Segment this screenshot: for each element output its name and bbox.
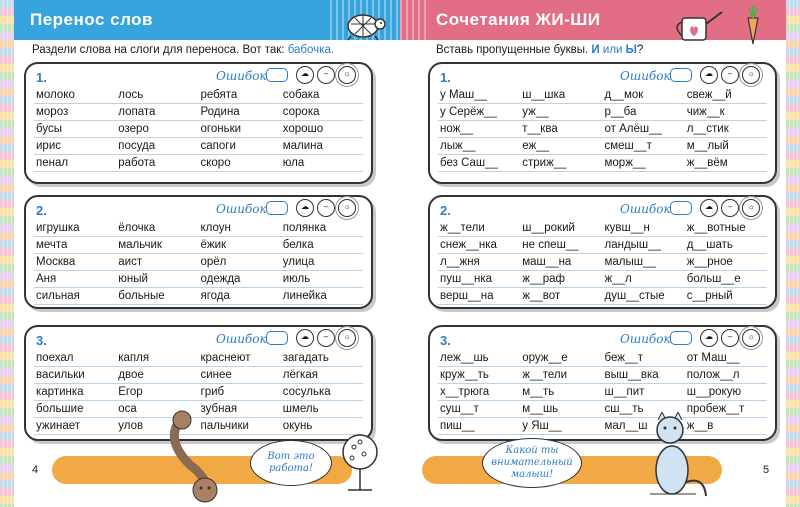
word-cell[interactable]: чиж__к [685,104,767,121]
word-cell[interactable]: полож__л [685,367,767,384]
sun-face-icon[interactable]: ☼ [338,199,356,217]
word-cell[interactable]: ж__л [603,271,685,288]
word-cell: линейка [281,288,363,305]
page-number: 5 [763,464,770,476]
word-cell: улов [116,418,198,435]
rating-faces [296,329,356,347]
word-cell[interactable]: беж__т [603,350,685,367]
exercise-number: 3. [36,333,47,348]
speech-bubble: Вот это работа! [250,440,332,486]
word-cell[interactable]: мал__ш [603,418,685,435]
word-cell[interactable]: без Саш__ [438,155,520,172]
cloud-face-icon[interactable]: ☁ [700,199,718,217]
word-cell: зубная [199,401,281,418]
exercise-number: 2. [36,203,47,218]
word-cell: сапоги [199,138,281,155]
word-cell: работа [116,155,198,172]
errors-count-field[interactable] [266,201,288,215]
word-cell[interactable]: м__лый [685,138,767,155]
left-page-title: Перенос слов [30,10,153,29]
errors-label: Ошибок [620,332,671,346]
word-cell[interactable]: х__трюга [438,384,520,401]
sun-face-icon[interactable]: ☼ [742,66,760,84]
turtle-icon [339,6,387,42]
word-cell: гриб [199,384,281,401]
word-cell[interactable]: д__шать [685,237,767,254]
word-cell[interactable]: д__мок [603,87,685,104]
errors-count-field[interactable] [670,201,692,215]
option-i: И [591,44,600,56]
watering-can-icon [670,4,726,44]
word-cell[interactable]: пуш__нка [438,271,520,288]
word-cell[interactable]: с__рный [685,288,767,305]
word-cell: посуда [116,138,198,155]
word-cell[interactable]: суш__т [438,401,520,418]
word-cell[interactable]: ж__в [685,418,767,435]
instruction-text: Вставь пропущенные буквы. [436,44,589,56]
word-cell: двое [116,367,198,384]
word-cell[interactable]: круж__ть [438,367,520,384]
word-cell[interactable]: ж__рное [685,254,767,271]
word-cell: бусы [34,121,116,138]
word-cell: поехал [34,350,116,367]
word-cell: синее [199,367,281,384]
word-cell: одежда [199,271,281,288]
errors-label: Ошибок [216,332,267,346]
word-cell[interactable]: леж__шь [438,350,520,367]
question-mark: ? [636,44,644,56]
right-page-title: Сочетания ЖИ-ШИ [436,10,601,29]
word-cell: собака [281,87,363,104]
word-cell: картинка [34,384,116,401]
word-cell[interactable]: оруж__е [520,350,602,367]
word-cell[interactable]: ш__рокую [685,384,767,401]
word-cell: молоко [34,87,116,104]
sun-face-icon[interactable]: ☼ [742,199,760,217]
word-cell[interactable]: пробеж__т [685,401,767,418]
word-cell: полянка [281,220,363,237]
word-cell[interactable]: ж__тели [438,220,520,237]
word-grid [34,220,363,305]
word-cell[interactable]: ш__пит [603,384,685,401]
right-page [400,0,800,507]
word-cell: ягода [199,288,281,305]
word-cell: озеро [116,121,198,138]
word-cell[interactable]: больш__е [685,271,767,288]
exercise-box-2 [24,195,373,309]
exercise-number: 2. [440,203,451,218]
errors-count-field[interactable] [670,68,692,82]
word-cell: ёлочка [116,220,198,237]
word-cell: больные [116,288,198,305]
exercise-number: 1. [440,70,451,85]
sun-face-icon[interactable]: ☼ [742,329,760,347]
cloud-face-icon[interactable]: ☁ [700,66,718,84]
word-cell: скоро [199,155,281,172]
exercise-box-2 [428,195,777,309]
neutral-face-icon[interactable]: – [317,66,335,84]
word-cell[interactable]: малыш__ [603,254,685,271]
rating-faces [700,199,760,217]
word-cell[interactable]: свеж__й [685,87,767,104]
neutral-face-icon[interactable]: – [317,329,335,347]
word-cell: сильная [34,288,116,305]
right-header [400,0,786,40]
cloud-face-icon[interactable]: ☁ [296,329,314,347]
word-cell[interactable]: снеж__нка [438,237,520,254]
word-cell: улица [281,254,363,271]
rating-faces [700,66,760,84]
word-cell: Родина [199,104,281,121]
word-cell: огоньки [199,121,281,138]
errors-label: Ошибок [216,69,267,83]
monkey-illustration [160,410,230,505]
word-cell: юный [116,271,198,288]
word-cell[interactable]: от Маш__ [685,350,767,367]
word-cell[interactable]: м__ть [520,384,602,401]
page-number: 4 [32,464,39,476]
exercise-number: 1. [36,70,47,85]
word-cell[interactable]: л__стик [685,121,767,138]
errors-count-field[interactable] [670,331,692,345]
word-cell: орёл [199,254,281,271]
example-word: бабочка. [287,44,335,56]
word-cell[interactable]: л__жня [438,254,520,271]
word-cell: малина [281,138,363,155]
word-cell[interactable]: выш__вка [603,367,685,384]
errors-count-field[interactable] [266,68,288,82]
word-cell: мороз [34,104,116,121]
errors-count-field[interactable] [266,331,288,345]
cloud-face-icon[interactable]: ☁ [296,66,314,84]
word-cell: капля [116,350,198,367]
word-grid [438,350,767,435]
word-cell[interactable]: ж__вот [520,288,602,305]
or-word: или [602,44,623,56]
word-cell[interactable]: у Яш__ [520,418,602,435]
cloud-face-icon[interactable]: ☁ [296,199,314,217]
speech-bubble: Какой ты внимательный малыш! [482,438,582,488]
word-cell: васильки [34,367,116,384]
word-cell: Москва [34,254,116,271]
rating-faces [296,199,356,217]
word-cell[interactable]: сш__ть [603,401,685,418]
word-cell: окунь [281,418,363,435]
word-cell[interactable]: смеш__т [603,138,685,155]
exercise-box-3 [428,325,777,441]
word-cell[interactable]: нож__ [438,121,520,138]
striped-edge-left [0,0,14,507]
word-cell: аист [116,254,198,271]
word-cell[interactable]: ж__раф [520,271,602,288]
rating-faces [700,329,760,347]
word-cell: сосулька [281,384,363,401]
word-cell[interactable]: ж__тели [520,367,602,384]
word-cell: пенал [34,155,116,172]
errors-label: Ошибок [620,69,671,83]
word-cell: оса [116,401,198,418]
word-grid [34,87,363,172]
word-cell[interactable]: маш__на [520,254,602,271]
word-grid [438,220,767,305]
errors-label: Ошибок [620,202,671,216]
word-cell[interactable]: морж__ [603,155,685,172]
exercise-box-1 [428,62,777,184]
cat-illustration [640,412,710,504]
word-cell[interactable]: м__шь [520,401,602,418]
word-cell: игрушка [34,220,116,237]
word-cell: клоун [199,220,281,237]
word-cell: мечта [34,237,116,254]
word-cell: лёгкая [281,367,363,384]
word-cell[interactable]: лыж__ [438,138,520,155]
word-cell[interactable]: у Маш__ [438,87,520,104]
left-instruction [32,44,334,56]
word-cell: юла [281,155,363,172]
word-cell: лось [116,87,198,104]
word-cell[interactable]: ш__рокий [520,220,602,237]
cloud-face-icon[interactable]: ☁ [700,329,718,347]
word-cell[interactable]: уж__ [520,104,602,121]
word-cell: июль [281,271,363,288]
word-cell: белка [281,237,363,254]
instruction-text: Раздели слова на слоги для переноса. Вот так: [32,44,285,56]
word-cell[interactable]: стриж__ [520,155,602,172]
word-cell[interactable]: т__ква [520,121,602,138]
word-cell[interactable]: ж__вотные [685,220,767,237]
word-cell[interactable]: пиш__ [438,418,520,435]
word-cell[interactable]: у Серёж__ [438,104,520,121]
sun-face-icon[interactable]: ☼ [338,66,356,84]
word-cell: краснеют [199,350,281,367]
word-cell: Аня [34,271,116,288]
word-cell: большие [34,401,116,418]
word-cell: ирис [34,138,116,155]
sun-face-icon[interactable]: ☼ [338,329,356,347]
neutral-face-icon[interactable]: – [721,66,739,84]
word-cell[interactable]: р__ба [603,104,685,121]
word-cell: ёжик [199,237,281,254]
word-cell: мальчик [116,237,198,254]
carrot-icon [740,6,766,46]
word-cell: сорока [281,104,363,121]
word-cell[interactable]: ландыш__ [603,237,685,254]
option-y: Ы [625,44,637,56]
rating-faces [296,66,356,84]
tree-icon [340,432,380,492]
word-cell[interactable]: кувш__н [603,220,685,237]
word-cell[interactable]: ш__шка [520,87,602,104]
exercise-number: 3. [440,333,451,348]
neutral-face-icon[interactable]: – [721,199,739,217]
neutral-face-icon[interactable]: – [721,329,739,347]
errors-label: Ошибок [216,202,267,216]
word-cell[interactable]: еж__ [520,138,602,155]
word-cell: Егор [116,384,198,401]
word-cell: лопата [116,104,198,121]
word-cell: загадать [281,350,363,367]
word-cell: шмель [281,401,363,418]
word-cell[interactable]: верш__на [438,288,520,305]
word-cell[interactable]: от Алёш__ [603,121,685,138]
word-cell: ребята [199,87,281,104]
word-cell[interactable]: душ__стые [603,288,685,305]
word-cell: пальчики [199,418,281,435]
striped-edge-right [786,0,800,507]
left-header [14,0,400,40]
word-cell[interactable]: не спеш__ [520,237,602,254]
word-cell: хорошо [281,121,363,138]
word-cell: ужинает [34,418,116,435]
right-instruction [436,44,643,56]
exercise-box-1 [24,62,373,184]
word-cell[interactable]: ж__вём [685,155,767,172]
neutral-face-icon[interactable]: – [317,199,335,217]
word-grid [438,87,767,172]
